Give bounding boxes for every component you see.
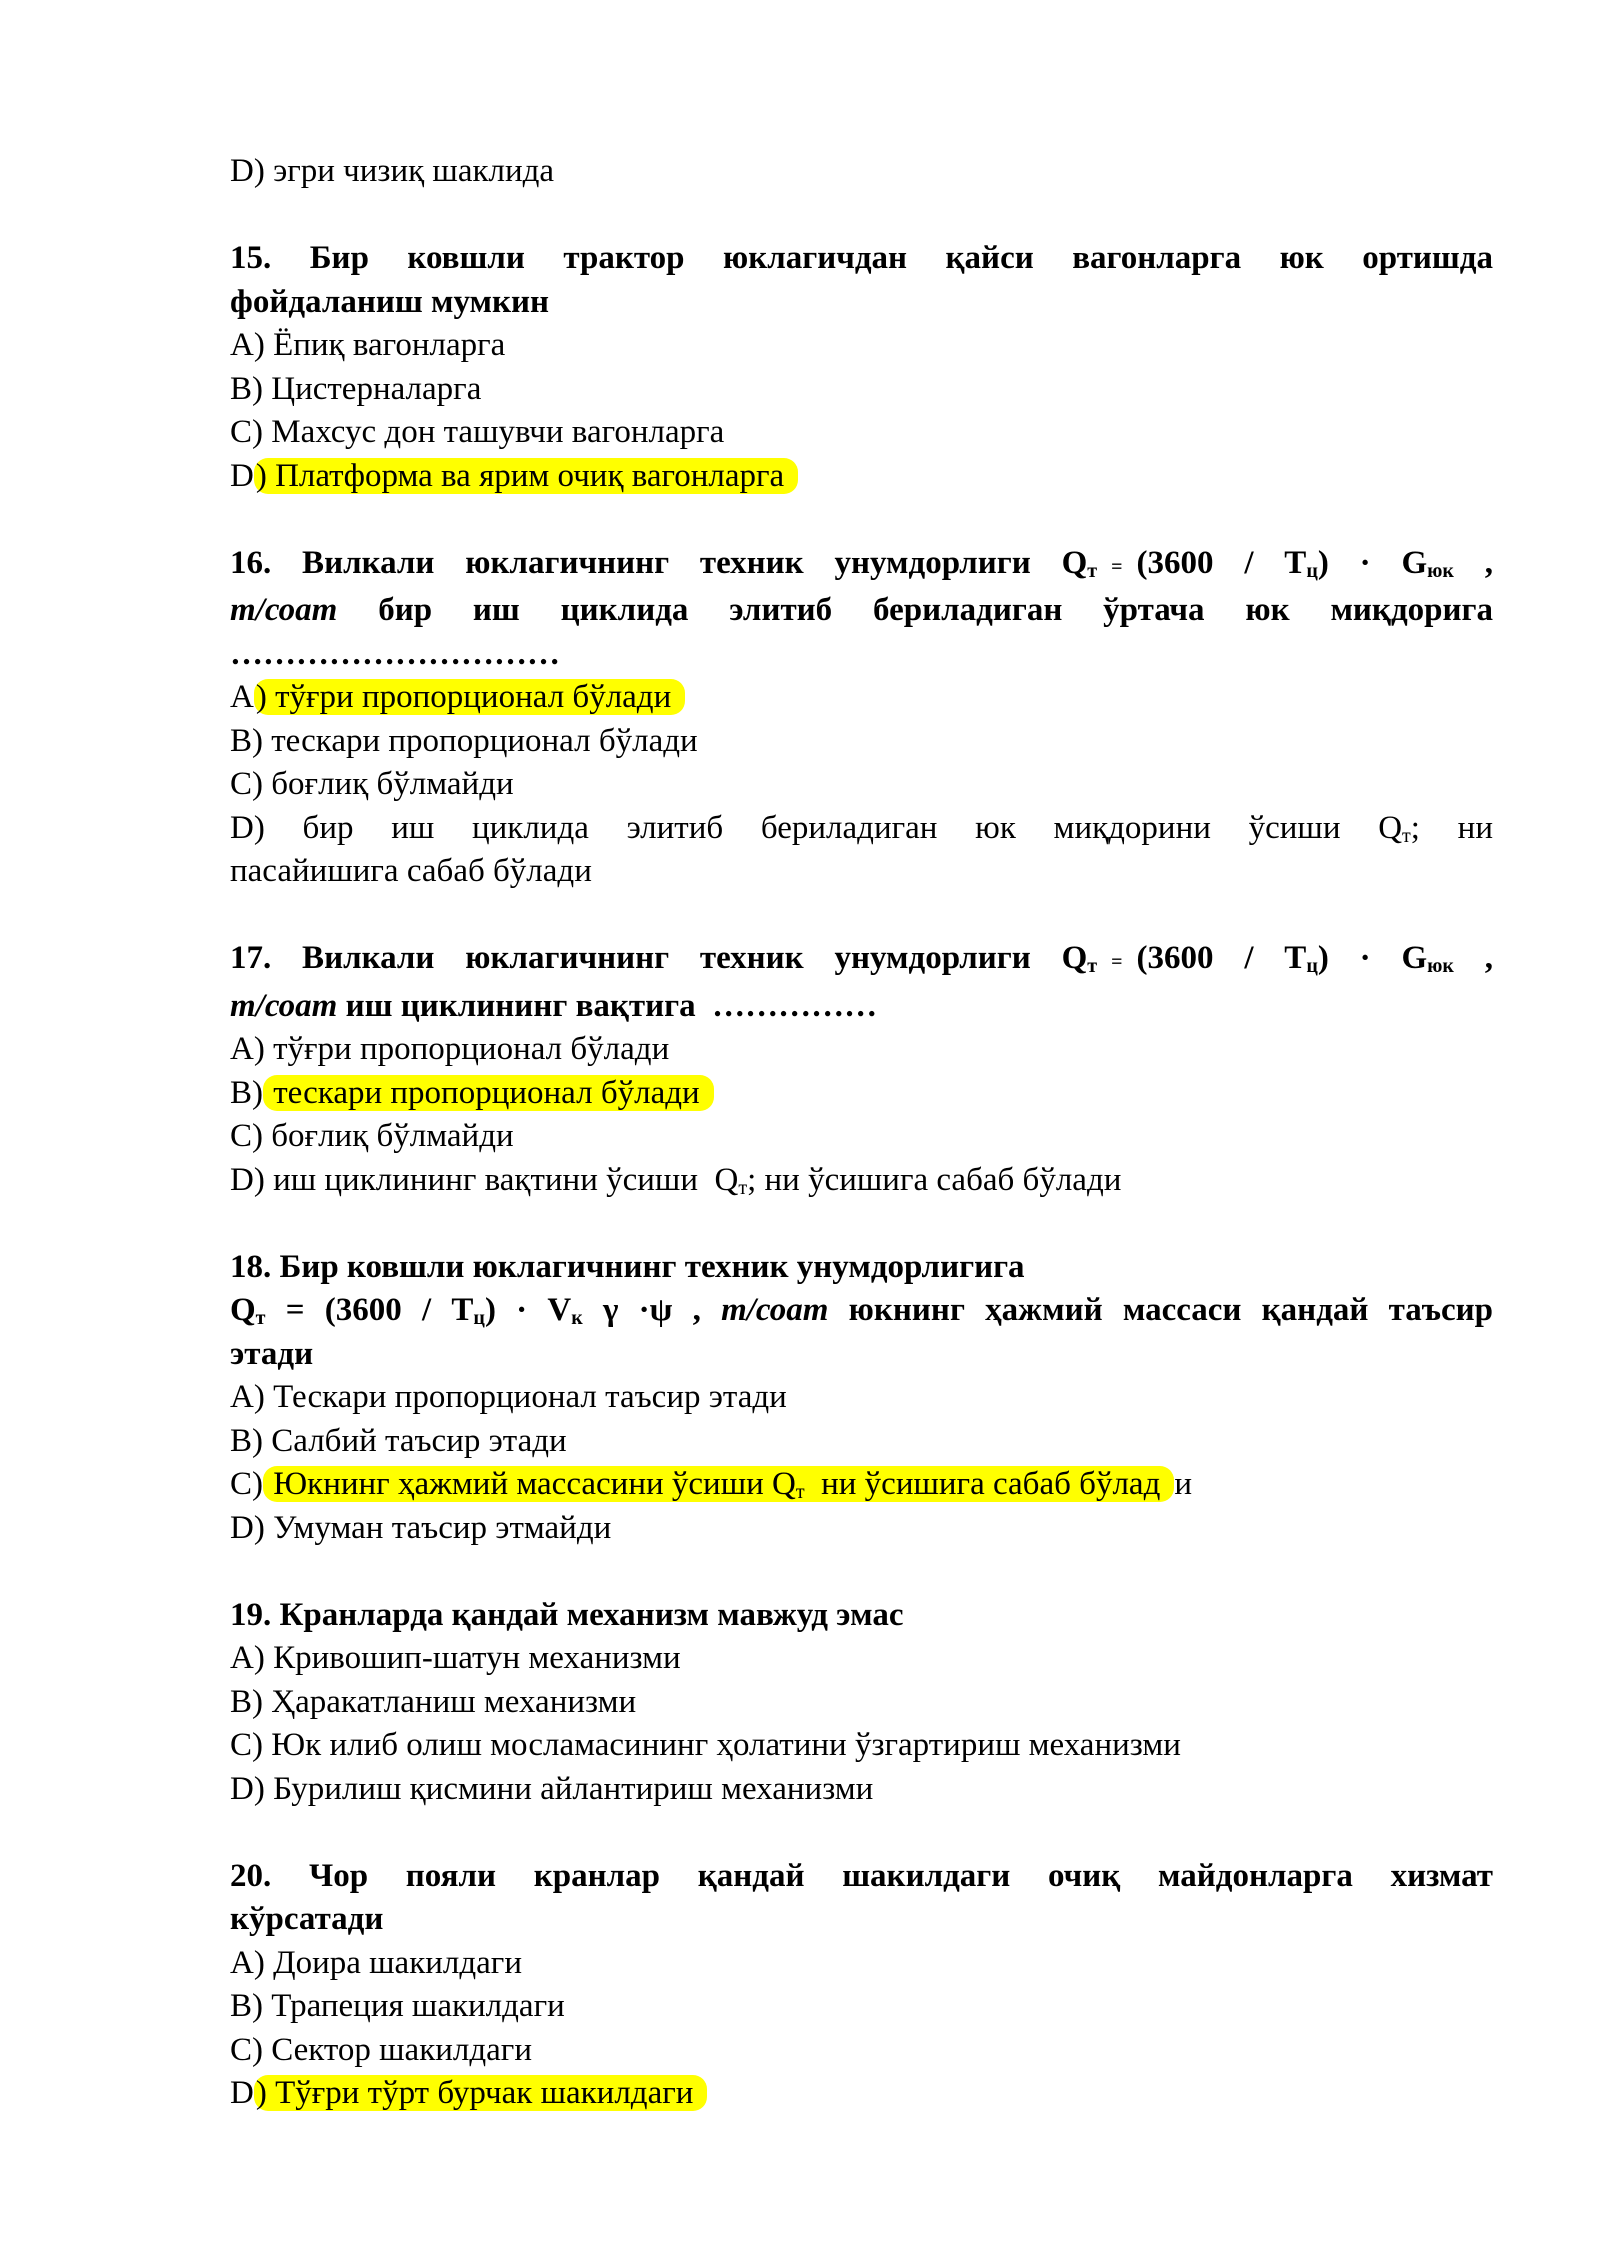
q16-head-part-d: , [1453, 544, 1494, 581]
q16-option-a [230, 676, 1493, 720]
spacer [230, 1811, 1493, 1855]
q20-option-b: В) Трапеция шакилдаги [230, 1988, 565, 2024]
q17-question-line2 [230, 985, 1493, 1029]
q18-question-line3: этади [230, 1335, 314, 1372]
q18-formula-sub-k: к [571, 1307, 583, 1329]
q18-option-c-sub: т [795, 1481, 805, 1503]
q20-option-c: С) Сектор шакилдаги [230, 2031, 532, 2068]
q17-question-line1 [230, 937, 1493, 985]
q15-option-d-highlighted-answer: ) Платформа ва ярим очиқ вагонларга [254, 458, 798, 494]
q17-head-part-c: ) · G [1317, 940, 1428, 976]
q16-head-part-b: (3600 / Т [1136, 544, 1307, 581]
q17-option-b-highlighted-answer: тескари пропорционал бўлади [263, 1075, 714, 1111]
q17-sub-yuk: юк [1427, 955, 1454, 977]
q18-option-c-letter: С) [230, 1466, 263, 1502]
q16-option-d-sub: т [1402, 824, 1411, 847]
q17-option-d [230, 1159, 1493, 1203]
q17-option-a: А) тўғри пропорционал бўлади [230, 1031, 670, 1067]
q20-option-d-letter: D [230, 2075, 254, 2111]
spacer [230, 498, 1493, 542]
q16-question-line1 [230, 542, 1493, 590]
q17-option-d-sub: т [738, 1176, 748, 1199]
q17-head-part-e: иш циклининг вақтига …………… [337, 987, 878, 1024]
q18-option-c-part-b: ни ўсишига сабаб бўлад [804, 1466, 1161, 1502]
q16-option-d-part-a: D) бир иш циклида элитиб бериладиган юк миқдорини ўсиши Q [230, 809, 1403, 846]
q18-formula-part-c: ) · V [484, 1292, 572, 1328]
q16-question-line2 [230, 589, 1493, 633]
q18-question-formula-line [230, 1289, 1493, 1333]
q17-option-b-letter: В) [230, 1074, 263, 1111]
q15-question-line2: фойдаланиш мумкин [230, 283, 550, 320]
q19-option-b: В) Ҳаракатланиш механизми [230, 1683, 637, 1720]
q17-sub-ts: ц [1306, 955, 1318, 977]
q17-option-d-part-a: D) иш циклининг вақтини ўсиши Q [230, 1161, 739, 1198]
q19-option-c: С) Юк илиб олиш мосламасининг ҳолатини ўзгартириш механизми [230, 1727, 1181, 1763]
q18-option-d: D) Умуман таъсир этмайди [230, 1509, 612, 1546]
q15-option-a: А) Ёпиқ вагонларга [230, 327, 506, 363]
q16-equals: = [1111, 555, 1123, 578]
q15-option-c: С) Махсус дон ташувчи вагонларга [230, 414, 725, 450]
spacer [230, 1550, 1493, 1594]
q16-unit: т/соат [230, 592, 338, 628]
q16-sub-yuk: юк [1427, 559, 1454, 582]
q15-option-d-letter: D [230, 457, 254, 494]
q18-option-c-tail: и [1174, 1466, 1193, 1502]
q16-sub-t: т [1087, 559, 1098, 582]
q17-unit: т/соат [230, 987, 338, 1024]
q18-option-a: А) Тескари пропорционал таъсир этади [230, 1379, 787, 1415]
document-content [230, 150, 1493, 2116]
spacer [230, 894, 1493, 938]
q16-option-d-line1 [230, 807, 1493, 851]
q18-formula-sub-t: т [255, 1307, 266, 1329]
spacer [230, 194, 1493, 238]
q16-option-d-line2: пасайишига сабаб бўлади [230, 853, 592, 889]
q17-equals: = [1111, 951, 1123, 973]
q18-option-c-part-a: Юкнинг ҳажмий массасини ўсиши Q [265, 1466, 796, 1502]
q16-head-part-c: ) · G [1317, 544, 1428, 581]
q17-sub-t: т [1087, 955, 1098, 977]
q17-option-d-part-b: ; ни ўсишига сабаб бўлади [747, 1161, 1122, 1198]
q17-head-part-d: , [1453, 940, 1494, 976]
q18-option-c-highlighted-answer [263, 1466, 1174, 1502]
q18-option-c [230, 1463, 1493, 1507]
q20-option-d-highlighted-answer: ) Тўғри тўрт бурчак шакилдаги [254, 2075, 708, 2111]
q18-formula-part-d: γ ·ψ , [582, 1292, 722, 1328]
q16-option-a-highlighted-answer: ) тўғри пропорционал бўлади [254, 679, 685, 715]
q14-option-d: D) эгри чизиқ шаклида [230, 153, 555, 189]
q15-option-d [230, 455, 1493, 499]
q15-option-b: В) Цистерналарга [230, 370, 482, 407]
q20-option-a: А) Доира шакилдаги [230, 1944, 522, 1981]
q19-option-d: D) Бурилиш қисмини айлантириш механизми [230, 1770, 874, 1807]
q20-option-d [230, 2072, 1493, 2116]
q17-option-c: С) боғлиқ бўлмайди [230, 1118, 514, 1154]
q17-head-part-a: 17. Вилкали юклагичнинг техник унумдорлиги Q [230, 940, 1088, 976]
q15-question-line1: 15. Бир ковшли трактор юклагичдан қайси вагонларга юк ортишда [230, 240, 1493, 276]
q18-unit: т/соат [721, 1292, 829, 1328]
q16-option-d-part-b: ; ни [1410, 809, 1493, 846]
q17-option-b [230, 1072, 1493, 1116]
q16-option-b: В) тескари пропорционал бўлади [230, 722, 698, 759]
q16-question-dots: ………………………… [230, 635, 560, 672]
q18-question-line1: 18. Бир ковшли юклагичнинг техник унумдорлигига [230, 1248, 1025, 1285]
q18-formula-part-e: юкнинг ҳажмий массаси қандай таъсир [828, 1292, 1493, 1328]
q16-head-part-a: 16. Вилкали юклагичнинг техник унумдорлиги Q [230, 544, 1088, 581]
q16-head-part-e: бир иш циклида элитиб бериладиган ўртача юк миқдорига [337, 592, 1493, 628]
q18-formula-part-b: = (3600 / Т [265, 1292, 474, 1328]
q16-sub-ts: ц [1306, 559, 1318, 582]
q18-option-b: В) Салбий таъсир этади [230, 1422, 567, 1459]
q19-option-a: А) Кривошип-шатун механизми [230, 1640, 681, 1676]
q18-formula-sub-ts: ц [473, 1307, 485, 1329]
q16-option-c: С) боғлиқ бўлмайди [230, 766, 514, 802]
spacer [230, 1202, 1493, 1246]
q17-head-part-b: (3600 / Т [1136, 940, 1307, 976]
q18-formula-q: Q [230, 1292, 256, 1328]
q20-question-line1: 20. Чор пояли кранлар қандай шакилдаги очиқ майдонларга хизмат [230, 1857, 1493, 1894]
q20-question-line2: кўрсатади [230, 1901, 384, 1937]
q19-question: 19. Кранларда қандай механизм мавжуд эмас [230, 1596, 904, 1633]
q16-option-a-letter: А [230, 679, 254, 715]
